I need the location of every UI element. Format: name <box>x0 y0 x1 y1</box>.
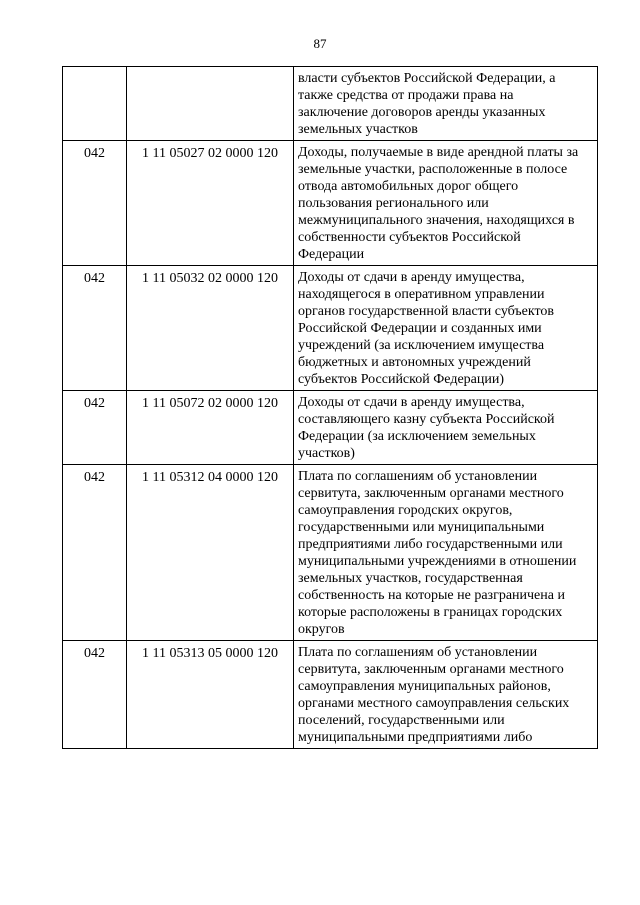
description-line: поселений, государственными или <box>298 713 505 728</box>
kbk-code-cell <box>127 67 294 141</box>
description-line: Доходы, получаемые в виде арендной платы за <box>298 145 579 160</box>
table-row <box>63 141 598 266</box>
description-line: предприятиями либо государственными или <box>298 537 563 552</box>
description-line: земельных участков, государственная <box>298 571 523 586</box>
description-line: которые расположены в границах городских <box>298 605 563 620</box>
description-cell <box>294 141 598 266</box>
table-row <box>63 67 598 141</box>
revenue-classification-table <box>62 66 598 749</box>
kbk-code-cell: 1 11 05313 05 0000 120 <box>127 641 294 749</box>
description-line: земельные участки, расположенные в полосе <box>298 162 568 177</box>
table-row <box>63 391 598 465</box>
description-line: учреждений (за исключением имущества <box>298 338 545 353</box>
description-line: собственность на которые не разграничена и <box>298 588 565 603</box>
description-line: заключение договоров аренды указанных <box>298 105 546 120</box>
description-line: собственности субъектов Российской <box>298 230 521 245</box>
description-line: межмуниципального значения, находящихся в <box>298 213 575 228</box>
description-line: также средства от продажи права на <box>298 88 514 103</box>
description-line: участков) <box>298 446 355 461</box>
admin-code-cell: 042 <box>63 391 127 465</box>
description-line: Доходы от сдачи в аренду имущества, <box>298 395 525 410</box>
description-cell <box>294 266 598 391</box>
description-line: сервитута, заключенным органами местного <box>298 486 564 501</box>
admin-code-cell: 042 <box>63 266 127 391</box>
description-line: субъектов Российской Федерации) <box>298 372 505 387</box>
description-line: самоуправления городских округов, <box>298 503 513 518</box>
description-cell <box>294 67 598 141</box>
admin-code-cell: 042 <box>63 141 127 266</box>
kbk-code-cell: 1 11 05027 02 0000 120 <box>127 141 294 266</box>
description-line: составляющего казну субъекта Российской <box>298 412 555 427</box>
description-line: находящегося в оперативном управлении <box>298 287 545 302</box>
description-line: Российской Федерации и созданных ими <box>298 321 542 336</box>
description-line: Плата по соглашениям об установлении <box>298 469 538 484</box>
description-line: органов государственной власти субъектов <box>298 304 555 319</box>
description-line: округов <box>298 622 345 637</box>
kbk-code-cell: 1 11 05032 02 0000 120 <box>127 266 294 391</box>
description-cell <box>294 465 598 641</box>
table-row <box>63 465 598 641</box>
description-line: государственными или муниципальными <box>298 520 545 535</box>
description-line: Доходы от сдачи в аренду имущества, <box>298 270 525 285</box>
description-line: бюджетных и автономных учреждений <box>298 355 531 370</box>
description-line: Федерации <box>298 247 365 262</box>
description-cell <box>294 641 598 749</box>
table-row <box>63 266 598 391</box>
description-line: Плата по соглашениям об установлении <box>298 645 538 660</box>
admin-code-cell <box>63 67 127 141</box>
description-line: муниципальными учреждениями в отношении <box>298 554 577 569</box>
page-number: 87 <box>313 36 327 51</box>
table-row <box>63 641 598 749</box>
description-line: пользования регионального или <box>298 196 489 211</box>
description-line: отвода автомобильных дорог общего <box>298 179 519 194</box>
description-cell <box>294 391 598 465</box>
description-line: земельных участков <box>298 122 418 137</box>
description-line: Федерации (за исключением земельных <box>298 429 536 444</box>
description-line: сервитута, заключенным органами местного <box>298 662 564 677</box>
description-line: власти субъектов Российской Федерации, а <box>298 71 556 86</box>
admin-code-cell: 042 <box>63 465 127 641</box>
description-line: самоуправления муниципальных районов, <box>298 679 551 694</box>
description-line: муниципальными предприятиями либо <box>298 730 533 745</box>
admin-code-cell: 042 <box>63 641 127 749</box>
kbk-code-cell: 1 11 05072 02 0000 120 <box>127 391 294 465</box>
description-line: органами местного самоуправления сельских <box>298 696 570 711</box>
kbk-code-cell: 1 11 05312 04 0000 120 <box>127 465 294 641</box>
